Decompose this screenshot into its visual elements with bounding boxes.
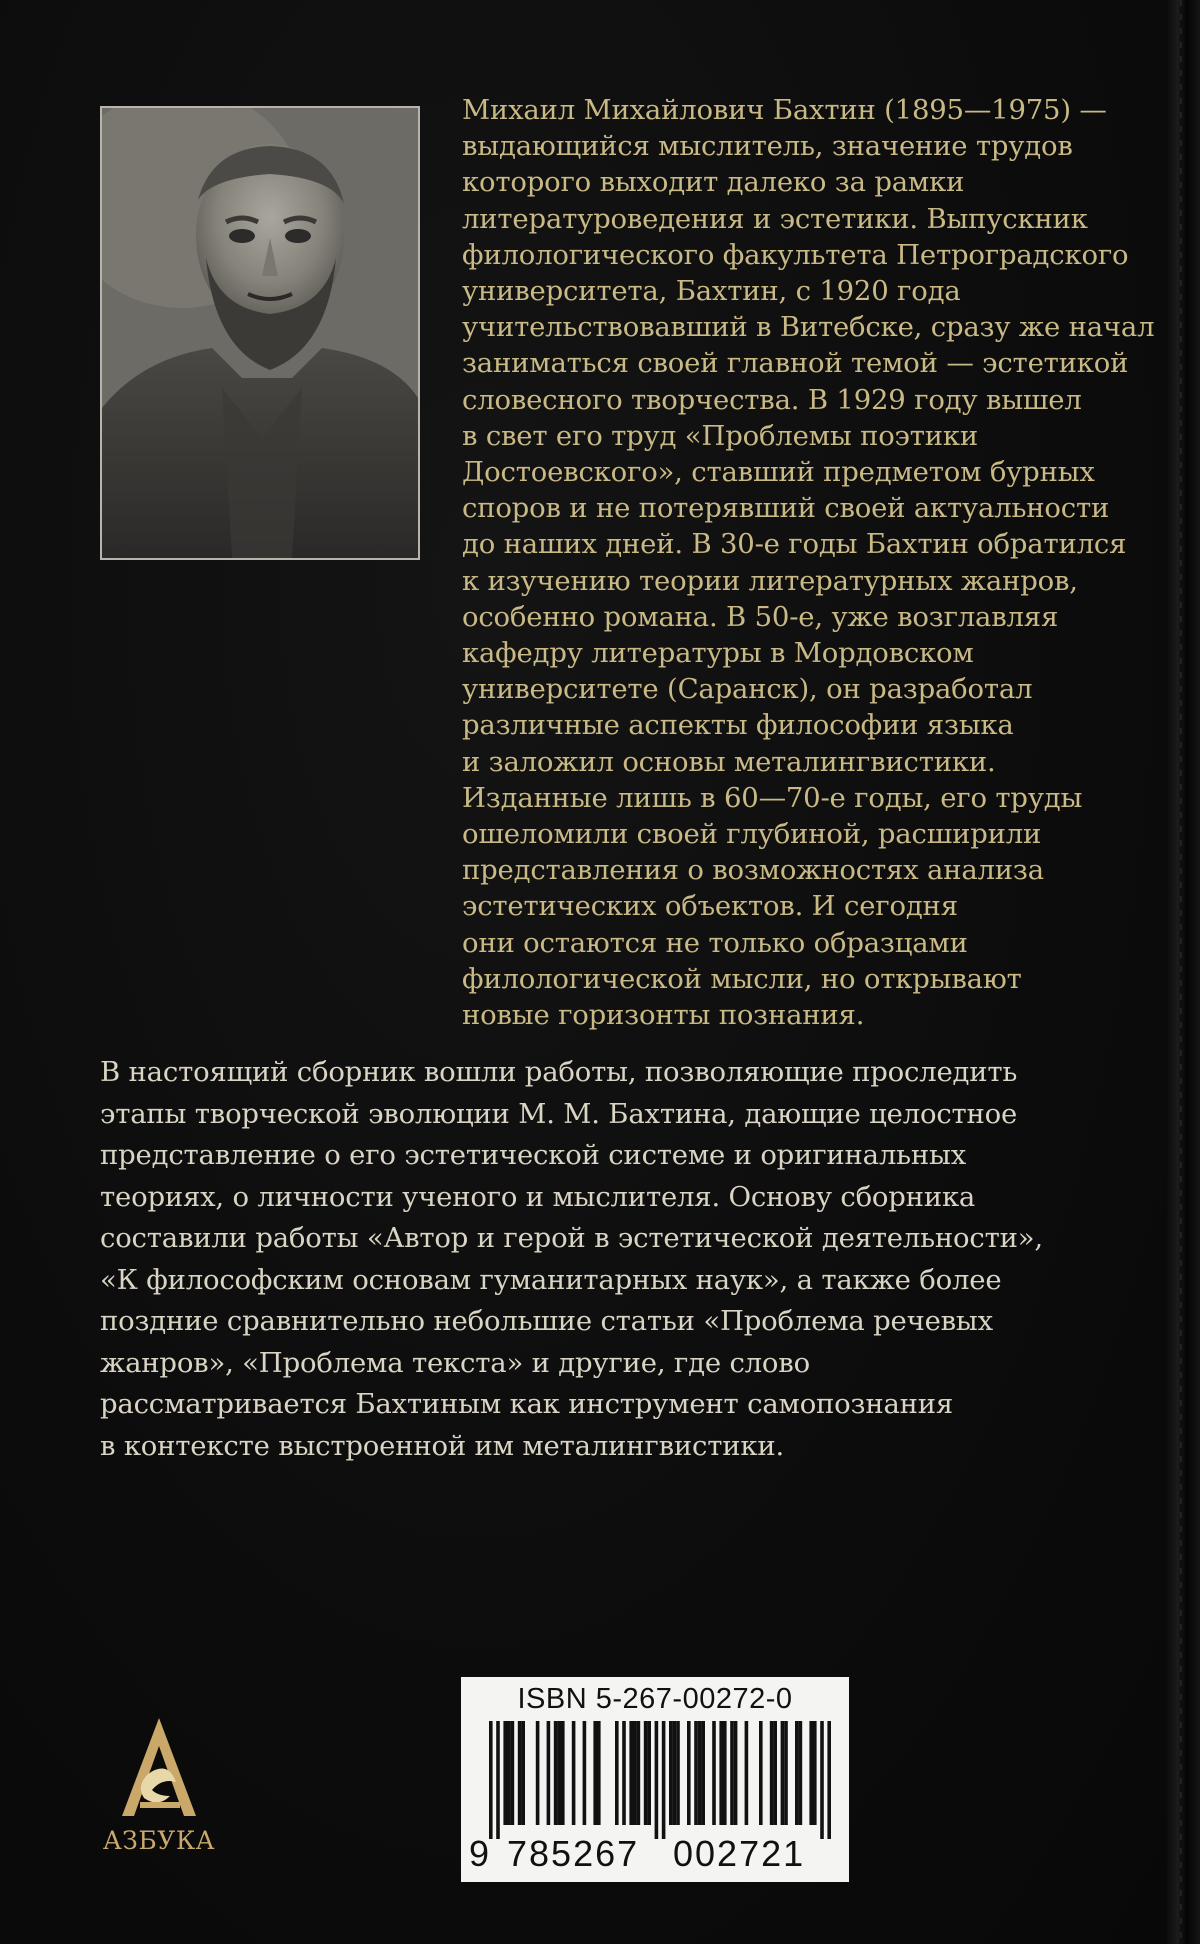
summary-line: рассматривается Бахтиным как инструмент самопознания <box>100 1388 954 1420</box>
barcode-bar <box>521 1721 525 1825</box>
bio-line: выдающийся мыслитель, значение трудов <box>462 130 1073 163</box>
bio-line: литературоведения и эстетики. Выпускник <box>462 202 1088 235</box>
azbuka-logo-icon <box>118 1716 200 1820</box>
barcode-bar <box>723 1721 727 1825</box>
barcode-bar <box>557 1721 561 1825</box>
barcode-bar <box>770 1721 774 1825</box>
barcode-bar <box>561 1721 565 1825</box>
collection-summary <box>100 1052 1140 1467</box>
barcode-bar <box>554 1721 558 1825</box>
barcode-bar <box>773 1721 777 1825</box>
summary-line: В настоящий сборник вошли работы, позволяющие проследить <box>100 1056 1018 1088</box>
barcode-bar <box>633 1721 637 1825</box>
book-spine-edge <box>1166 0 1200 1944</box>
barcode-bar <box>784 1721 788 1825</box>
barcode-bar <box>694 1721 698 1825</box>
isbn-barcode <box>461 1677 849 1882</box>
portrait-illustration <box>102 108 418 558</box>
bio-line: заниматься своей главной темой — эстетикой <box>462 347 1129 380</box>
barcode-bar <box>489 1721 493 1839</box>
barcode-bar <box>687 1721 691 1825</box>
barcode-bar <box>518 1721 522 1825</box>
barcode-bar <box>698 1721 702 1825</box>
barcode-bar <box>615 1721 619 1825</box>
barcode-bar <box>799 1721 803 1825</box>
barcode-bar <box>745 1721 749 1825</box>
barcode-bar <box>547 1721 551 1825</box>
bio-line: они остаются не только образцами <box>462 926 968 959</box>
summary-line: жанров», «Проблема текста» и другие, где слово <box>100 1346 810 1379</box>
barcode-bar <box>712 1721 716 1825</box>
isbn-label: ISBN 5-267-00272-0 <box>517 1683 793 1715</box>
bio-line: филологического факультета Петроградского <box>462 238 1129 271</box>
summary-line: поздние сравнительно небольшие статьи «Проблема речевых <box>100 1305 993 1337</box>
barcode-bar <box>647 1721 651 1825</box>
bio-line: различные аспекты философии языка <box>462 709 1014 742</box>
bio-line: особенно романа. В 50-е, уже возглавляя <box>462 600 1059 633</box>
author-portrait <box>100 106 420 560</box>
publisher-name: АЗБУКА <box>102 1826 216 1855</box>
bio-line: до наших дней. В 30-е годы Бахтин обратился <box>462 528 1127 561</box>
barcode-bar <box>795 1721 799 1825</box>
barcode-bar <box>820 1721 824 1839</box>
bio-line: в свет его труд «Проблемы поэтики <box>462 419 979 452</box>
bio-line: Изданные лишь в 60—70-е годы, его труды <box>462 781 1083 814</box>
bio-line: университета, Бахтин, с 1920 года <box>462 275 961 308</box>
bio-line: к изучению теории литературных жанров, <box>462 564 1078 597</box>
barcode-bar <box>511 1721 515 1825</box>
barcode-bar <box>701 1721 705 1825</box>
barcode-bar <box>676 1721 680 1825</box>
barcode-bar <box>813 1721 817 1825</box>
bio-line: словесного творчества. В 1929 году вышел <box>462 383 1082 416</box>
barcode-bar <box>809 1721 813 1825</box>
bio-line: университете (Саранск), он разработал <box>462 673 1033 706</box>
barcode-bar <box>593 1721 597 1825</box>
barcode-bar <box>583 1721 587 1825</box>
bio-line: которого выходит далеко за рамки <box>462 166 965 199</box>
barcode-bar <box>719 1721 723 1825</box>
publisher-logo <box>96 1716 222 1866</box>
barcode-bar <box>730 1721 734 1825</box>
bio-line: Михаил Михайлович Бахтин (1895—1975) — <box>462 94 1107 126</box>
bio-line: ошеломили своей глубиной, расширили <box>462 818 1042 851</box>
barcode-bar <box>781 1721 785 1825</box>
barcode-bar <box>597 1721 601 1825</box>
bio-line: кафедру литературы в Мордовском <box>462 637 974 670</box>
bio-line: представления о возможностях анализа <box>462 854 1044 887</box>
summary-line: составили работы «Автор и герой в эстетической деятельности», <box>100 1222 1043 1254</box>
barcode-bar <box>496 1721 500 1839</box>
barcode-bar <box>644 1721 648 1825</box>
barcode-bars <box>475 1721 835 1839</box>
barcode-bar <box>734 1721 738 1825</box>
barcode-bar <box>507 1721 511 1825</box>
barcode-bar <box>662 1721 666 1839</box>
barcode-bar <box>622 1721 626 1825</box>
barcode-bar <box>655 1721 659 1839</box>
bio-line: споров и не потерявший своей актуальности <box>462 492 1110 525</box>
barcode-bar <box>827 1721 831 1839</box>
bio-line: эстетических объектов. И сегодня <box>462 890 958 923</box>
bio-line: и заложил основы металингвистики. <box>462 745 996 778</box>
bio-line: новые горизонты познания. <box>462 999 865 1032</box>
summary-line: этапы творческой эволюции М. М. Бахтина, дающие целостное <box>100 1097 1018 1130</box>
bio-line: Достоевского», ставший предметом бурных <box>462 456 1095 489</box>
ean-left-digits: 785267 <box>507 1833 640 1874</box>
author-biography <box>462 92 1155 1033</box>
ean-lead-digit: 9 <box>469 1833 490 1874</box>
barcode-bar <box>637 1721 641 1825</box>
summary-line: представление о его эстетической системе и оригинальных <box>100 1139 967 1171</box>
summary-line: теориях, о личности ученого и мыслителя. Основу сборника <box>100 1180 976 1213</box>
barcode-bar <box>572 1721 576 1825</box>
barcode-bar <box>503 1721 507 1825</box>
bio-line: учительствовавший в Витебске, сразу же начал <box>462 311 1155 344</box>
bio-line: филологической мысли, но открывают <box>462 962 1022 995</box>
ean-right-digits: 002721 <box>673 1833 806 1874</box>
barcode-bar <box>536 1721 540 1825</box>
barcode-bar <box>629 1721 633 1825</box>
summary-line: в контексте выстроенной им металингвистики. <box>100 1429 784 1462</box>
barcode-bar <box>673 1721 677 1825</box>
summary-line: «К философским основам гуманитарных наук», а также более <box>100 1263 1002 1296</box>
barcode-bar <box>759 1721 763 1825</box>
barcode-bar <box>669 1721 673 1825</box>
